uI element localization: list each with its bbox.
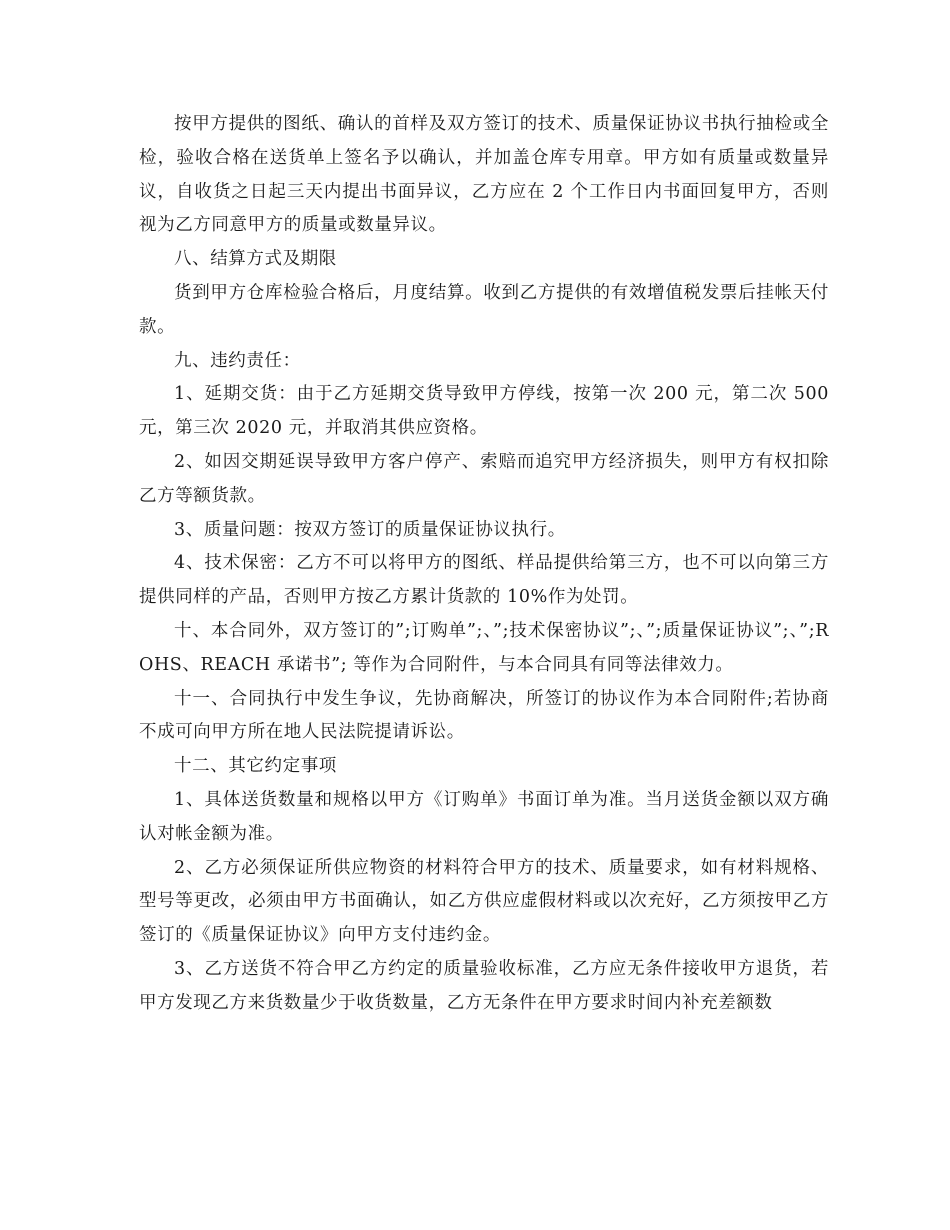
paragraph-delay-loss: 2、如因交期延误导致甲方客户停产、索赔而追究甲方经济损失，则甲方有权扣除乙方等额货款。	[139, 451, 829, 506]
paragraph-late-delivery: 1、延期交货：由于乙方延期交货导致甲方停线，按第一次 200 元，第二次 500 元，第三次 2020 元，并取消其供应资格。	[139, 384, 836, 439]
heading-other-terms: 十二、其它约定事项	[174, 756, 337, 777]
heading-liability: 九、违约责任：	[174, 350, 301, 371]
paragraph-quality: 3、质量问题：按双方签订的质量保证协议执行。	[174, 519, 566, 540]
paragraph-inspection: 按甲方提供的图纸、确认的首样及双方签订的技术、质量保证协议书执行抽检或全检，验收合格在送货单上签名予以确认，并加盖仓库专用章。甲方如有质量或数量异议，自收货之日起三天内提出书面异议，乙方应在 2 个工作日内书面回复甲方，否则视为乙方同意甲方的质量或数量异议。	[139, 114, 829, 236]
paragraph-returns: 3、乙方送货不符合甲乙方约定的质量验收标准，乙方应无条件接收甲方退货，若甲方发现乙方来货数量少于收货数量，乙方无条件在甲方要求时间内补充差额数	[139, 958, 829, 1013]
paragraph-materials: 2、乙方必须保证所供应物资的材料符合甲方的技术、质量要求，如有材料规格、型号等更改，必须由甲方书面确认，如乙方供应虚假材料或以次充好，乙方须按甲乙方签订的《质量保证协议》向甲方支付违约金。	[139, 857, 829, 946]
paragraph-confidentiality: 4、技术保密：乙方不可以将甲方的图纸、样品提供给第三方，也不可以向第三方提供同样的产品，否则甲方按乙方累计货款的 10%作为处罚。	[139, 553, 829, 608]
document-body	[139, 108, 836, 1021]
paragraph-attachments: 十、本合同外，双方签订的”;订购单”;、”;技术保密协议”;、”;质量保证协议”;、”;ROHS、REACH 承诺书”; 等作为合同附件，与本合同具有同等法律效力。	[139, 620, 829, 675]
paragraph-quantity: 1、具体送货数量和规格以甲方《订购单》书面订单为准。当月送货金额以双方确认对帐金额为准。	[139, 789, 829, 844]
heading-settlement: 八、结算方式及期限	[174, 249, 337, 270]
paragraph-settlement: 货到甲方仓库检验合格后，月度结算。收到乙方提供的有效增值税发票后挂帐天付款。	[139, 282, 829, 337]
paragraph-disputes: 十一、合同执行中发生争议，先协商解决，所签订的协议作为本合同附件;若协商不成可向甲方所在地人民法院提请诉讼。	[139, 688, 829, 743]
